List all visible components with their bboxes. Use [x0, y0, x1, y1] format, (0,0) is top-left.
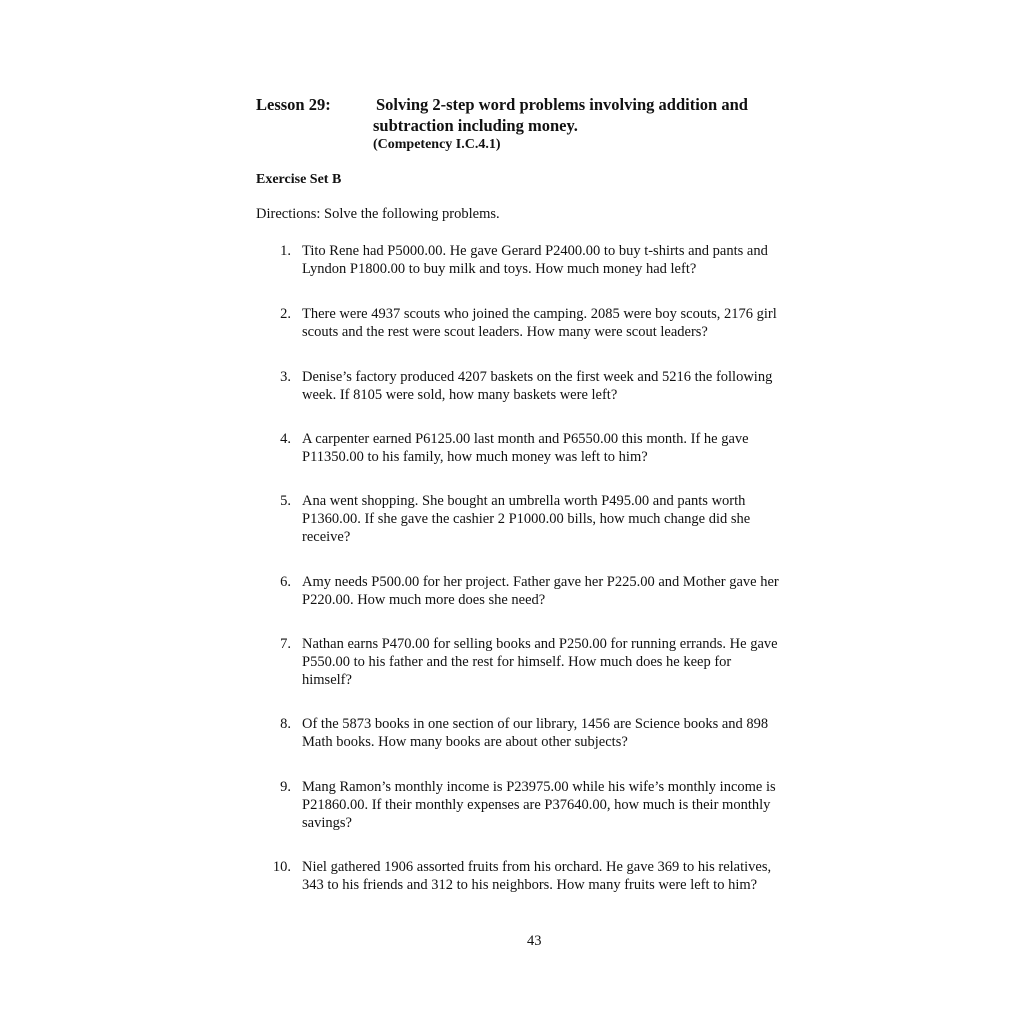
problem-number: 5. [280, 493, 291, 509]
problem-text [302, 858, 771, 894]
problem-number: 6. [280, 574, 291, 590]
problem-text [302, 430, 749, 466]
problem-text [302, 242, 768, 278]
competency: (Competency I.C.4.1) [373, 137, 501, 152]
problem-number: 7. [280, 636, 291, 652]
problem-line: scouts and the rest were scout leaders. How many were scout leaders? [302, 324, 708, 340]
problem-text [302, 492, 750, 546]
problem-number: 8. [280, 716, 291, 732]
page-number: 43 [527, 933, 542, 949]
problem-line: Lyndon P1800.00 to buy milk and toys. How much money had left? [302, 261, 697, 277]
problem-number: 2. [280, 306, 291, 322]
problem-text [302, 715, 768, 751]
problem-text [302, 635, 778, 689]
problem-text [302, 305, 777, 341]
problem-line: Ana went shopping. She bought an umbrella worth P495.00 and pants worth [302, 493, 746, 509]
problem-line: receive? [302, 529, 351, 545]
problem-line: A carpenter earned P6125.00 last month and P6550.00 this month. If he gave [302, 431, 749, 447]
problem-line: Niel gathered 1906 assorted fruits from his orchard. He gave 369 to his relatives, [302, 859, 772, 875]
problem-line: savings? [302, 815, 352, 831]
problem-number: 1. [280, 243, 291, 259]
lesson-title-line1: Solving 2-step word problems involving addition and [376, 95, 748, 114]
problem-line: Amy needs P500.00 for her project. Father gave her P225.00 and Mother gave her [302, 574, 779, 590]
problem-line: P1360.00. If she gave the cashier 2 P1000.00 bills, how much change did she [302, 511, 751, 527]
problem-line: P21860.00. If their monthly expenses are P37640.00, how much is their monthly [302, 797, 771, 813]
exercise-heading: Exercise Set B [256, 172, 342, 187]
problem-line: P11350.00 to his family, how much money was left to him? [302, 449, 648, 465]
problem-line: Denise’s factory produced 4207 baskets on the first week and 5216 the following [302, 369, 773, 385]
problem-text [302, 778, 776, 832]
problem-line: P220.00. How much more does she need? [302, 592, 546, 608]
problem-number: 4. [280, 431, 291, 447]
problem-text [302, 368, 772, 404]
directions: Directions: Solve the following problems. [256, 206, 500, 222]
problem-line: 343 to his friends and 312 to his neighbors. How many fruits were left to him? [302, 877, 758, 893]
problem-line: himself? [302, 672, 352, 688]
lesson-title-line2: subtraction including money. [373, 116, 578, 135]
problem-line: There were 4937 scouts who joined the camping. 2085 were boy scouts, 2176 girl [302, 306, 777, 322]
problem-number: 3. [280, 369, 291, 385]
problem-line: Tito Rene had P5000.00. He gave Gerard P2400.00 to buy t-shirts and pants and [302, 243, 768, 259]
problem-number: 9. [280, 779, 291, 795]
problem-line: Mang Ramon’s monthly income is P23975.00 while his wife’s monthly income is [302, 779, 776, 795]
problem-text [302, 573, 779, 609]
problem-line: Nathan earns P470.00 for selling books and P250.00 for running errands. He gave [302, 636, 778, 652]
problem-line: week. If 8105 were sold, how many baskets were left? [302, 387, 618, 403]
problem-line: Math books. How many books are about other subjects? [302, 734, 628, 750]
lesson-label: Lesson 29: [256, 95, 331, 114]
problem-line: P550.00 to his father and the rest for himself. How much does he keep for [302, 654, 732, 670]
problem-line: Of the 5873 books in one section of our library, 1456 are Science books and 898 [302, 716, 769, 732]
problem-number: 10. [272, 859, 291, 875]
